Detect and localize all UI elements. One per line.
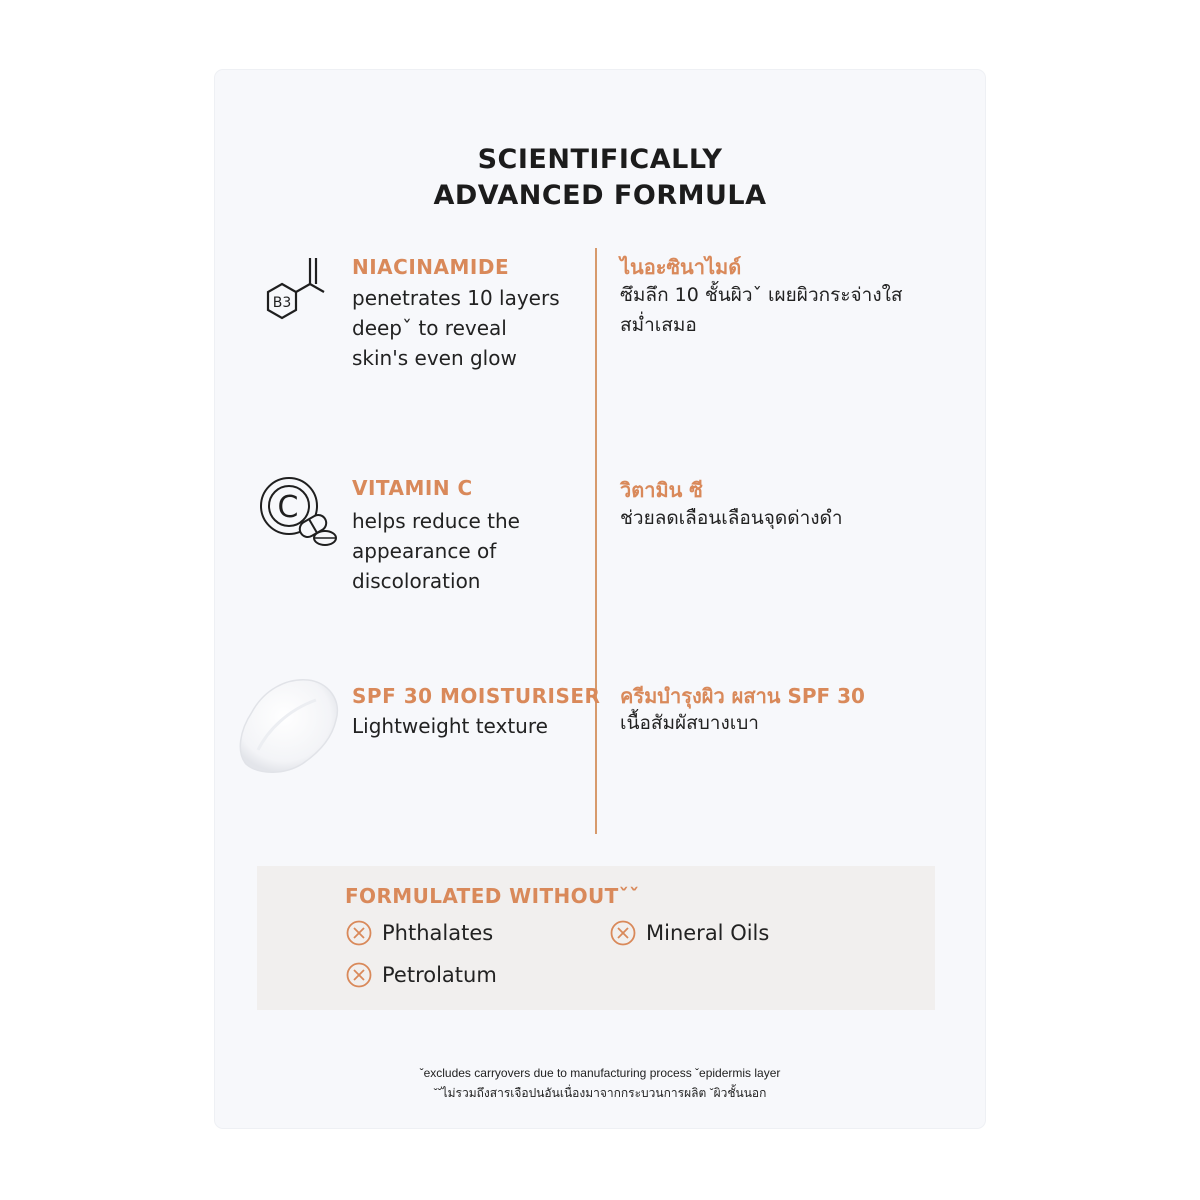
feature-spf-text bbox=[352, 711, 548, 741]
feature-spf-thai-heading: ครีมบำรุงผิว ผสาน SPF 30 bbox=[620, 684, 865, 708]
excluded-item-label: Petrolatum bbox=[382, 963, 497, 987]
formulated-without-heading: FORMULATED WITHOUTˇˇ bbox=[345, 884, 640, 908]
feature-spf-thai-text bbox=[620, 708, 759, 738]
footnote-thai: ˇˇไม่รวมถึงสารเจือปนอันเนื่องมาจากกระบวนการผลิต ˇผิวชั้นนอก bbox=[433, 1086, 767, 1100]
vitamin-c-icon bbox=[255, 472, 345, 552]
excluded-item-mineral-oils bbox=[610, 920, 769, 946]
feature-vitamin-c-thai-text bbox=[620, 503, 843, 533]
feature-vitamin-c-thai-heading: วิตามิน ซี bbox=[620, 478, 703, 502]
feature-niacinamide-text bbox=[352, 283, 560, 373]
feature-text-line: penetrates 10 layers bbox=[352, 286, 560, 310]
feature-thai-line: ซึมลึก 10 ชั้นผิวˇ เผยผิวกระจ่างใส bbox=[620, 284, 903, 306]
excluded-item-label: Phthalates bbox=[382, 921, 494, 945]
feature-thai-line: ช่วยลดเลือนเลือนจุดด่างดำ bbox=[620, 507, 843, 529]
feature-spf-heading: SPF 30 MOISTURISER bbox=[352, 684, 601, 708]
feature-text-line: Lightweight texture bbox=[352, 714, 548, 738]
feature-text-line: skin's even glow bbox=[352, 346, 517, 370]
feature-niacinamide-thai-text bbox=[620, 280, 902, 340]
excluded-item-petrolatum bbox=[346, 962, 497, 988]
feature-thai-line: เนื้อสัมผัสบางเบา bbox=[620, 712, 759, 734]
feature-text-line: appearance of bbox=[352, 539, 497, 563]
feature-niacinamide-thai-heading: ไนอะซินาไมด์ bbox=[620, 255, 742, 279]
feature-vitamin-c-heading: VITAMIN C bbox=[352, 476, 473, 500]
excluded-item-phthalates bbox=[346, 920, 493, 946]
column-divider bbox=[595, 248, 597, 834]
title-line-2: ADVANCED FORMULA bbox=[433, 180, 767, 211]
cream-swatch-icon bbox=[228, 660, 348, 780]
feature-text-line: discoloration bbox=[352, 569, 481, 593]
excluded-x-icon bbox=[346, 962, 372, 988]
feature-thai-line: สม่ำเสมอ bbox=[620, 314, 697, 336]
b3-label: B3 bbox=[272, 295, 292, 311]
excluded-x-icon bbox=[610, 920, 636, 946]
excluded-x-icon bbox=[346, 920, 372, 946]
page-title bbox=[0, 142, 1200, 214]
footnote-english: ˇexcludes carryovers due to manufacturing process ˇepidermis layer bbox=[419, 1066, 781, 1080]
feature-vitamin-c-text bbox=[352, 506, 520, 596]
niacinamide-b3-icon bbox=[252, 252, 342, 332]
title-line-1: SCIENTIFICALLY bbox=[477, 144, 723, 175]
excluded-item-label: Mineral Oils bbox=[646, 921, 770, 945]
feature-text-line: helps reduce the bbox=[352, 509, 520, 533]
vitamin-c-label: C bbox=[277, 490, 299, 525]
feature-niacinamide-heading: NIACINAMIDE bbox=[352, 255, 510, 279]
feature-text-line: deepˇ to reveal bbox=[352, 316, 507, 340]
